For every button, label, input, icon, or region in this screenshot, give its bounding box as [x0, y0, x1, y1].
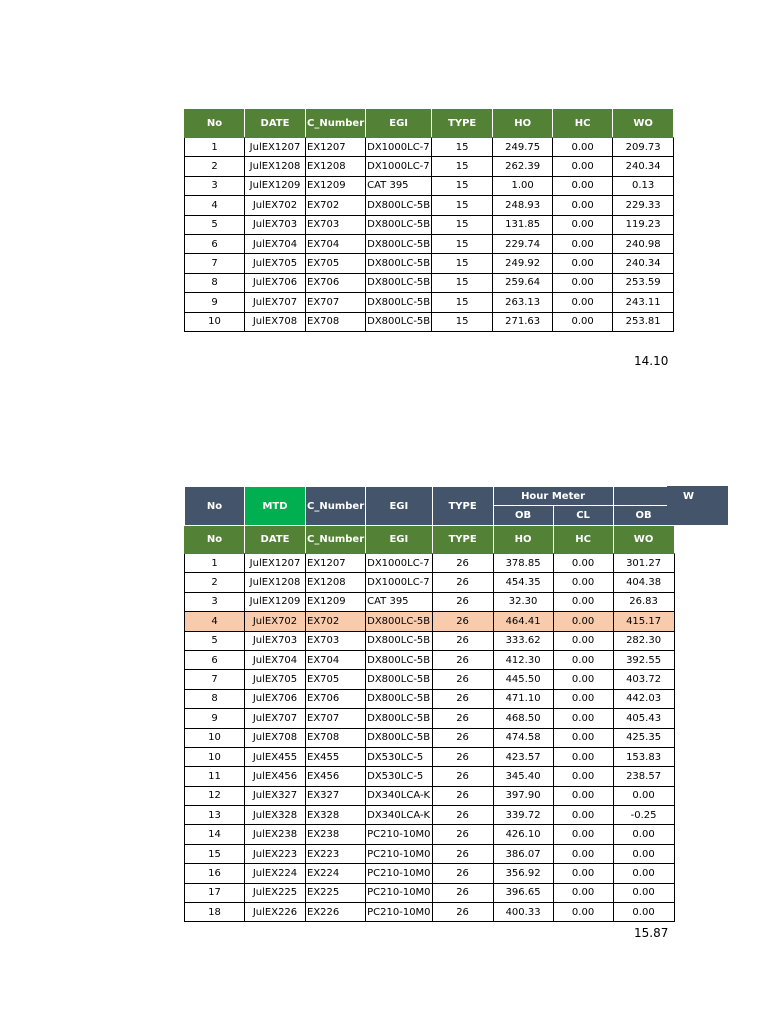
col-header-ho[interactable]: HO	[493, 526, 553, 554]
table-row[interactable]	[185, 612, 675, 631]
cell-egi[interactable]: DX800LC-5B	[366, 650, 432, 669]
cell-date[interactable]: JulEX223	[245, 844, 306, 863]
cell-type[interactable]: 15	[432, 293, 493, 312]
col-header-hc[interactable]: HC	[553, 110, 613, 138]
cell-egi[interactable]: CAT 395	[366, 592, 432, 611]
col-no-header: No	[185, 487, 245, 526]
table-row[interactable]	[185, 573, 675, 592]
cell-wo[interactable]: 238.57	[613, 767, 674, 786]
table-row[interactable]	[185, 215, 674, 234]
cell-ho[interactable]: 396.65	[493, 883, 553, 902]
cell-hc[interactable]: 0.00	[553, 650, 613, 669]
cell-type[interactable]: 15	[432, 273, 493, 292]
table-row[interactable]	[185, 631, 675, 650]
cell-egi[interactable]: DX800LC-5B	[366, 670, 432, 689]
cell-type[interactable]: 26	[432, 709, 493, 728]
col-header-hc[interactable]: HC	[553, 526, 613, 554]
cell-hc[interactable]: 0.00	[553, 215, 613, 234]
cell-no[interactable]: 10	[185, 747, 245, 766]
cell-hc[interactable]: 0.00	[553, 631, 613, 650]
cell-date[interactable]: JulEX703	[245, 215, 306, 234]
cell-egi[interactable]: DX800LC-5B	[366, 293, 432, 312]
table-header-row	[185, 526, 675, 554]
table-row[interactable]	[185, 234, 674, 253]
cell-hc[interactable]: 0.00	[553, 234, 613, 253]
cell-c-number[interactable]: EX224	[306, 864, 366, 883]
cell-ho[interactable]: 400.33	[493, 903, 553, 922]
cell-type[interactable]: 26	[432, 689, 493, 708]
cell-wo[interactable]: 0.00	[613, 903, 674, 922]
cell-date[interactable]: JulEX226	[245, 903, 306, 922]
cell-ho[interactable]: 229.74	[493, 234, 553, 253]
cell-type[interactable]: 26	[432, 592, 493, 611]
cell-ho[interactable]: 378.85	[493, 554, 553, 573]
cell-c-number[interactable]: EX704	[306, 234, 366, 253]
cell-c-number[interactable]: EX707	[306, 709, 366, 728]
cell-c-number[interactable]: EX702	[306, 196, 366, 215]
cell-ho[interactable]: 397.90	[493, 786, 553, 805]
cell-hc[interactable]: 0.00	[553, 903, 613, 922]
table-row[interactable]	[185, 254, 674, 273]
cell-ho[interactable]: 249.75	[493, 138, 553, 157]
cell-ho[interactable]: 131.85	[493, 215, 553, 234]
cell-no[interactable]: 5	[185, 631, 245, 650]
w-truncated-label: W	[683, 491, 695, 502]
cell-wo[interactable]: 119.23	[613, 215, 674, 234]
cell-date[interactable]: JulEX703	[245, 631, 306, 650]
w-truncated-header	[613, 487, 674, 506]
table-row[interactable]	[185, 554, 675, 573]
cell-wo[interactable]: 26.83	[613, 592, 674, 611]
col-header-no[interactable]: No	[185, 110, 245, 138]
cell-ho[interactable]: 423.57	[493, 747, 553, 766]
cell-wo[interactable]: 282.30	[613, 631, 674, 650]
cell-ho[interactable]: 474.58	[493, 728, 553, 747]
cell-egi[interactable]: DX530LC-5	[366, 747, 432, 766]
table-row[interactable]	[185, 157, 674, 176]
cell-egi[interactable]: DX800LC-5B	[366, 254, 432, 273]
cell-type[interactable]: 26	[432, 554, 493, 573]
cell-wo[interactable]: 0.00	[613, 825, 674, 844]
cell-c-number[interactable]: EX705	[306, 254, 366, 273]
cell-egi[interactable]: PC210-10M0	[366, 844, 432, 863]
cell-no[interactable]: 8	[185, 273, 245, 292]
cell-wo[interactable]: 0.00	[613, 864, 674, 883]
cell-c-number[interactable]: EX1209	[306, 592, 366, 611]
cell-ho[interactable]: 412.30	[493, 650, 553, 669]
cell-date[interactable]: JulEX1209	[245, 176, 306, 195]
cell-type[interactable]: 26	[432, 747, 493, 766]
cell-ho[interactable]: 1.00	[493, 176, 553, 195]
truncated-header-cell	[667, 486, 728, 525]
hour-meter-header: Hour Meter	[493, 487, 613, 506]
cell-type[interactable]: 26	[432, 786, 493, 805]
cell-ho[interactable]: 263.13	[493, 293, 553, 312]
table-row[interactable]	[185, 747, 675, 766]
cell-hc[interactable]: 0.00	[553, 767, 613, 786]
cell-type[interactable]: 26	[432, 670, 493, 689]
cell-no[interactable]: 13	[185, 806, 245, 825]
cell-hc[interactable]: 0.00	[553, 709, 613, 728]
cell-c-number[interactable]: EX704	[306, 650, 366, 669]
cell-wo[interactable]: 240.34	[613, 157, 674, 176]
cell-c-number[interactable]: EX708	[306, 728, 366, 747]
cell-no[interactable]: 10	[185, 312, 245, 331]
cell-egi[interactable]: DX800LC-5B	[366, 273, 432, 292]
cell-ho[interactable]: 262.39	[493, 157, 553, 176]
table-row[interactable]	[185, 844, 675, 863]
cell-ho[interactable]: 248.93	[493, 196, 553, 215]
table-row[interactable]	[185, 864, 675, 883]
cell-no[interactable]: 1	[185, 138, 245, 157]
cell-no[interactable]: 11	[185, 767, 245, 786]
cell-egi[interactable]: DX1000LC-7	[366, 573, 432, 592]
cell-hc[interactable]: 0.00	[553, 844, 613, 863]
col-header-type[interactable]: TYPE	[432, 526, 493, 554]
table-row[interactable]	[185, 312, 674, 331]
col-type-header: TYPE	[432, 487, 493, 526]
cell-wo[interactable]: 240.34	[613, 254, 674, 273]
daily-equipment-table	[184, 109, 674, 332]
cell-date[interactable]: JulEX1207	[245, 138, 306, 157]
cell-no[interactable]: 7	[185, 254, 245, 273]
cell-wo[interactable]: 229.33	[613, 196, 674, 215]
table-row[interactable]	[185, 176, 674, 195]
cell-c-number[interactable]: EX1207	[306, 138, 366, 157]
cell-c-number[interactable]: EX223	[306, 844, 366, 863]
cell-ho[interactable]: 339.72	[493, 806, 553, 825]
cell-type[interactable]: 15	[432, 215, 493, 234]
cell-c-number[interactable]: EX706	[306, 273, 366, 292]
cell-date[interactable]: JulEX702	[245, 196, 306, 215]
cell-egi[interactable]: DX800LC-5B	[366, 728, 432, 747]
col-header-c-number[interactable]: C_Number	[306, 110, 366, 138]
table-row[interactable]	[185, 728, 675, 747]
cell-ho[interactable]: 445.50	[493, 670, 553, 689]
table-row[interactable]	[185, 670, 675, 689]
cell-no[interactable]: 4	[185, 612, 245, 631]
cell-date[interactable]: JulEX704	[245, 234, 306, 253]
cell-egi[interactable]: DX1000LC-7	[366, 157, 432, 176]
group-header-row	[185, 487, 675, 506]
table-row[interactable]	[185, 293, 674, 312]
cell-hc[interactable]: 0.00	[553, 825, 613, 844]
cell-c-number[interactable]: EX328	[306, 806, 366, 825]
cell-hc[interactable]: 0.00	[553, 196, 613, 215]
cell-ho[interactable]: 386.07	[493, 844, 553, 863]
cell-type[interactable]: 26	[432, 825, 493, 844]
cell-no[interactable]: 2	[185, 573, 245, 592]
cell-type[interactable]: 15	[432, 138, 493, 157]
col-c-number-header: C_Number	[306, 487, 366, 526]
cell-wo[interactable]: 392.55	[613, 650, 674, 669]
cell-ho[interactable]: 259.64	[493, 273, 553, 292]
cell-type[interactable]: 15	[432, 254, 493, 273]
col-header-egi[interactable]: EGI	[366, 110, 432, 138]
cell-type[interactable]: 26	[432, 767, 493, 786]
cell-date[interactable]: JulEX327	[245, 786, 306, 805]
cell-ho[interactable]: 32.30	[493, 592, 553, 611]
table-row[interactable]	[185, 786, 675, 805]
cell-date[interactable]: JulEX1208	[245, 573, 306, 592]
cell-no[interactable]: 10	[185, 728, 245, 747]
table2-total-value: 15.87	[634, 926, 669, 940]
cell-hc[interactable]: 0.00	[553, 592, 613, 611]
cell-c-number[interactable]: EX702	[306, 612, 366, 631]
cell-egi[interactable]: CAT 395	[366, 176, 432, 195]
mtd-equipment-table	[184, 486, 675, 922]
cell-egi[interactable]: DX800LC-5B	[366, 312, 432, 331]
cell-wo[interactable]: 403.72	[613, 670, 674, 689]
cell-hc[interactable]: 0.00	[553, 806, 613, 825]
cell-c-number[interactable]: EX455	[306, 747, 366, 766]
cell-no[interactable]: 3	[185, 176, 245, 195]
cell-hc[interactable]: 0.00	[553, 157, 613, 176]
cell-hc[interactable]: 0.00	[553, 728, 613, 747]
cell-hc[interactable]: 0.00	[553, 689, 613, 708]
cell-no[interactable]: 3	[185, 592, 245, 611]
cell-egi[interactable]: DX800LC-5B	[366, 631, 432, 650]
cell-date[interactable]: JulEX225	[245, 883, 306, 902]
cell-type[interactable]: 26	[432, 883, 493, 902]
cell-no[interactable]: 9	[185, 709, 245, 728]
cell-egi[interactable]: DX340LCA-K	[366, 786, 432, 805]
table1-total-value: 14.10	[634, 354, 669, 368]
cell-hc[interactable]: 0.00	[553, 883, 613, 902]
cell-date[interactable]: JulEX1209	[245, 592, 306, 611]
cell-c-number[interactable]: EX707	[306, 293, 366, 312]
cell-egi[interactable]: DX800LC-5B	[366, 612, 432, 631]
cell-no[interactable]: 18	[185, 903, 245, 922]
cell-egi[interactable]: PC210-10M0	[366, 825, 432, 844]
cell-c-number[interactable]: EX226	[306, 903, 366, 922]
cell-no[interactable]: 8	[185, 689, 245, 708]
cell-egi[interactable]: DX340LCA-K	[366, 806, 432, 825]
cell-wo[interactable]: 405.43	[613, 709, 674, 728]
cell-ho[interactable]: 468.50	[493, 709, 553, 728]
cell-ho[interactable]: 464.41	[493, 612, 553, 631]
cell-date[interactable]: JulEX708	[245, 312, 306, 331]
cell-date[interactable]: JulEX1207	[245, 554, 306, 573]
cell-wo[interactable]: 404.38	[613, 573, 674, 592]
cell-ho[interactable]: 333.62	[493, 631, 553, 650]
table-row[interactable]	[185, 650, 675, 669]
col-header-wo[interactable]: WO	[613, 110, 674, 138]
table-row[interactable]	[185, 196, 674, 215]
cell-hc[interactable]: 0.00	[553, 554, 613, 573]
cell-date[interactable]: JulEX707	[245, 293, 306, 312]
table-row[interactable]	[185, 709, 675, 728]
cell-date[interactable]: JulEX1208	[245, 157, 306, 176]
cell-wo[interactable]: 209.73	[613, 138, 674, 157]
cell-type[interactable]: 15	[432, 234, 493, 253]
cell-type[interactable]: 26	[432, 903, 493, 922]
cell-date[interactable]: JulEX708	[245, 728, 306, 747]
cell-egi[interactable]: DX800LC-5B	[366, 196, 432, 215]
cell-c-number[interactable]: EX1208	[306, 573, 366, 592]
cell-no[interactable]: 16	[185, 864, 245, 883]
col-header-egi[interactable]: EGI	[366, 526, 432, 554]
cell-c-number[interactable]: EX703	[306, 215, 366, 234]
cell-wo[interactable]: 0.00	[613, 786, 674, 805]
table-row[interactable]	[185, 689, 675, 708]
cell-type[interactable]: 15	[432, 176, 493, 195]
cl-subheader: CL	[553, 506, 613, 526]
table-header-row	[185, 110, 674, 138]
cell-wo[interactable]: -0.25	[613, 806, 674, 825]
cell-c-number[interactable]: EX1207	[306, 554, 366, 573]
table-row[interactable]	[185, 592, 675, 611]
cell-ho[interactable]: 271.63	[493, 312, 553, 331]
cell-date[interactable]: JulEX455	[245, 747, 306, 766]
cell-wo[interactable]: 0.00	[613, 844, 674, 863]
mtd-header[interactable]: MTD	[245, 487, 306, 526]
cell-wo[interactable]: 0.13	[613, 176, 674, 195]
cell-hc[interactable]: 0.00	[553, 864, 613, 883]
cell-hc[interactable]: 0.00	[553, 176, 613, 195]
cell-egi[interactable]: DX800LC-5B	[366, 689, 432, 708]
cell-type[interactable]: 15	[432, 157, 493, 176]
col-header-c-number[interactable]: C_Number	[306, 526, 366, 554]
cell-no[interactable]: 1	[185, 554, 245, 573]
cell-ho[interactable]: 249.92	[493, 254, 553, 273]
cell-no[interactable]: 5	[185, 215, 245, 234]
cell-type[interactable]: 26	[432, 612, 493, 631]
cell-no[interactable]: 14	[185, 825, 245, 844]
cell-type[interactable]: 26	[432, 631, 493, 650]
cell-wo[interactable]: 243.11	[613, 293, 674, 312]
cell-egi[interactable]: DX800LC-5B	[366, 234, 432, 253]
cell-c-number[interactable]: EX225	[306, 883, 366, 902]
cell-egi[interactable]: DX800LC-5B	[366, 709, 432, 728]
cell-no[interactable]: 9	[185, 293, 245, 312]
cell-c-number[interactable]: EX706	[306, 689, 366, 708]
cell-date[interactable]: JulEX238	[245, 825, 306, 844]
col-header-date[interactable]: DATE	[245, 526, 306, 554]
cell-ho[interactable]: 426.10	[493, 825, 553, 844]
cell-hc[interactable]: 0.00	[553, 293, 613, 312]
table-row[interactable]	[185, 273, 674, 292]
cell-wo[interactable]: 253.59	[613, 273, 674, 292]
cell-hc[interactable]: 0.00	[553, 573, 613, 592]
cell-date[interactable]: JulEX705	[245, 254, 306, 273]
cell-egi[interactable]: PC210-10M0	[366, 883, 432, 902]
cell-wo[interactable]: 415.17	[613, 612, 674, 631]
table-row[interactable]	[185, 825, 675, 844]
cell-type[interactable]: 15	[432, 312, 493, 331]
cell-no[interactable]: 6	[185, 234, 245, 253]
cell-ho[interactable]: 454.35	[493, 573, 553, 592]
cell-egi[interactable]: DX530LC-5	[366, 767, 432, 786]
table-row[interactable]	[185, 138, 674, 157]
cell-hc[interactable]: 0.00	[553, 612, 613, 631]
cell-c-number[interactable]: EX456	[306, 767, 366, 786]
cell-wo[interactable]: 153.83	[613, 747, 674, 766]
cell-wo[interactable]: 253.81	[613, 312, 674, 331]
cell-date[interactable]: JulEX705	[245, 670, 306, 689]
cell-wo[interactable]: 442.03	[613, 689, 674, 708]
table-row[interactable]	[185, 767, 675, 786]
table-row[interactable]	[185, 903, 675, 922]
col-header-date[interactable]: DATE	[245, 110, 306, 138]
cell-c-number[interactable]: EX705	[306, 670, 366, 689]
cell-type[interactable]: 15	[432, 196, 493, 215]
cell-type[interactable]: 26	[432, 864, 493, 883]
cell-c-number[interactable]: EX1208	[306, 157, 366, 176]
cell-no[interactable]: 15	[185, 844, 245, 863]
cell-wo[interactable]: 240.98	[613, 234, 674, 253]
cell-date[interactable]: JulEX707	[245, 709, 306, 728]
cell-c-number[interactable]: EX327	[306, 786, 366, 805]
cell-date[interactable]: JulEX706	[245, 689, 306, 708]
cell-type[interactable]: 26	[432, 728, 493, 747]
cell-date[interactable]: JulEX224	[245, 864, 306, 883]
cell-egi[interactable]: PC210-10M0	[366, 864, 432, 883]
cell-c-number[interactable]: EX708	[306, 312, 366, 331]
cell-hc[interactable]: 0.00	[553, 273, 613, 292]
cell-type[interactable]: 26	[432, 573, 493, 592]
col-header-type[interactable]: TYPE	[432, 110, 493, 138]
cell-c-number[interactable]: EX1209	[306, 176, 366, 195]
cell-egi[interactable]: DX1000LC-7	[366, 554, 432, 573]
cell-no[interactable]: 7	[185, 670, 245, 689]
cell-date[interactable]: JulEX456	[245, 767, 306, 786]
cell-wo[interactable]: 0.00	[613, 883, 674, 902]
cell-no[interactable]: 2	[185, 157, 245, 176]
cell-ho[interactable]: 345.40	[493, 767, 553, 786]
cell-type[interactable]: 26	[432, 806, 493, 825]
col-header-no[interactable]: No	[185, 526, 245, 554]
cell-no[interactable]: 6	[185, 650, 245, 669]
cell-date[interactable]: JulEX328	[245, 806, 306, 825]
cell-date[interactable]: JulEX702	[245, 612, 306, 631]
cell-hc[interactable]: 0.00	[553, 254, 613, 273]
cell-hc[interactable]: 0.00	[553, 138, 613, 157]
col-header-wo[interactable]: WO	[613, 526, 674, 554]
cell-hc[interactable]: 0.00	[553, 312, 613, 331]
col-egi-header: EGI	[366, 487, 432, 526]
cell-egi[interactable]: DX800LC-5B	[366, 215, 432, 234]
cell-type[interactable]: 26	[432, 650, 493, 669]
cell-ho[interactable]: 471.10	[493, 689, 553, 708]
table-row[interactable]	[185, 806, 675, 825]
cell-c-number[interactable]: EX238	[306, 825, 366, 844]
cell-type[interactable]: 26	[432, 844, 493, 863]
cell-date[interactable]: JulEX706	[245, 273, 306, 292]
col-header-ho[interactable]: HO	[493, 110, 553, 138]
cell-no[interactable]: 17	[185, 883, 245, 902]
cell-egi[interactable]: PC210-10M0	[366, 903, 432, 922]
cell-wo[interactable]: 301.27	[613, 554, 674, 573]
cell-egi[interactable]: DX1000LC-7	[366, 138, 432, 157]
cell-wo[interactable]: 425.35	[613, 728, 674, 747]
ob2-subheader: OB	[613, 506, 674, 526]
ob-subheader: OB	[493, 506, 553, 526]
cell-no[interactable]: 12	[185, 786, 245, 805]
cell-hc[interactable]: 0.00	[553, 747, 613, 766]
cell-hc[interactable]: 0.00	[553, 670, 613, 689]
table-row[interactable]	[185, 883, 675, 902]
cell-no[interactable]: 4	[185, 196, 245, 215]
cell-date[interactable]: JulEX704	[245, 650, 306, 669]
cell-ho[interactable]: 356.92	[493, 864, 553, 883]
cell-c-number[interactable]: EX703	[306, 631, 366, 650]
cell-hc[interactable]: 0.00	[553, 786, 613, 805]
